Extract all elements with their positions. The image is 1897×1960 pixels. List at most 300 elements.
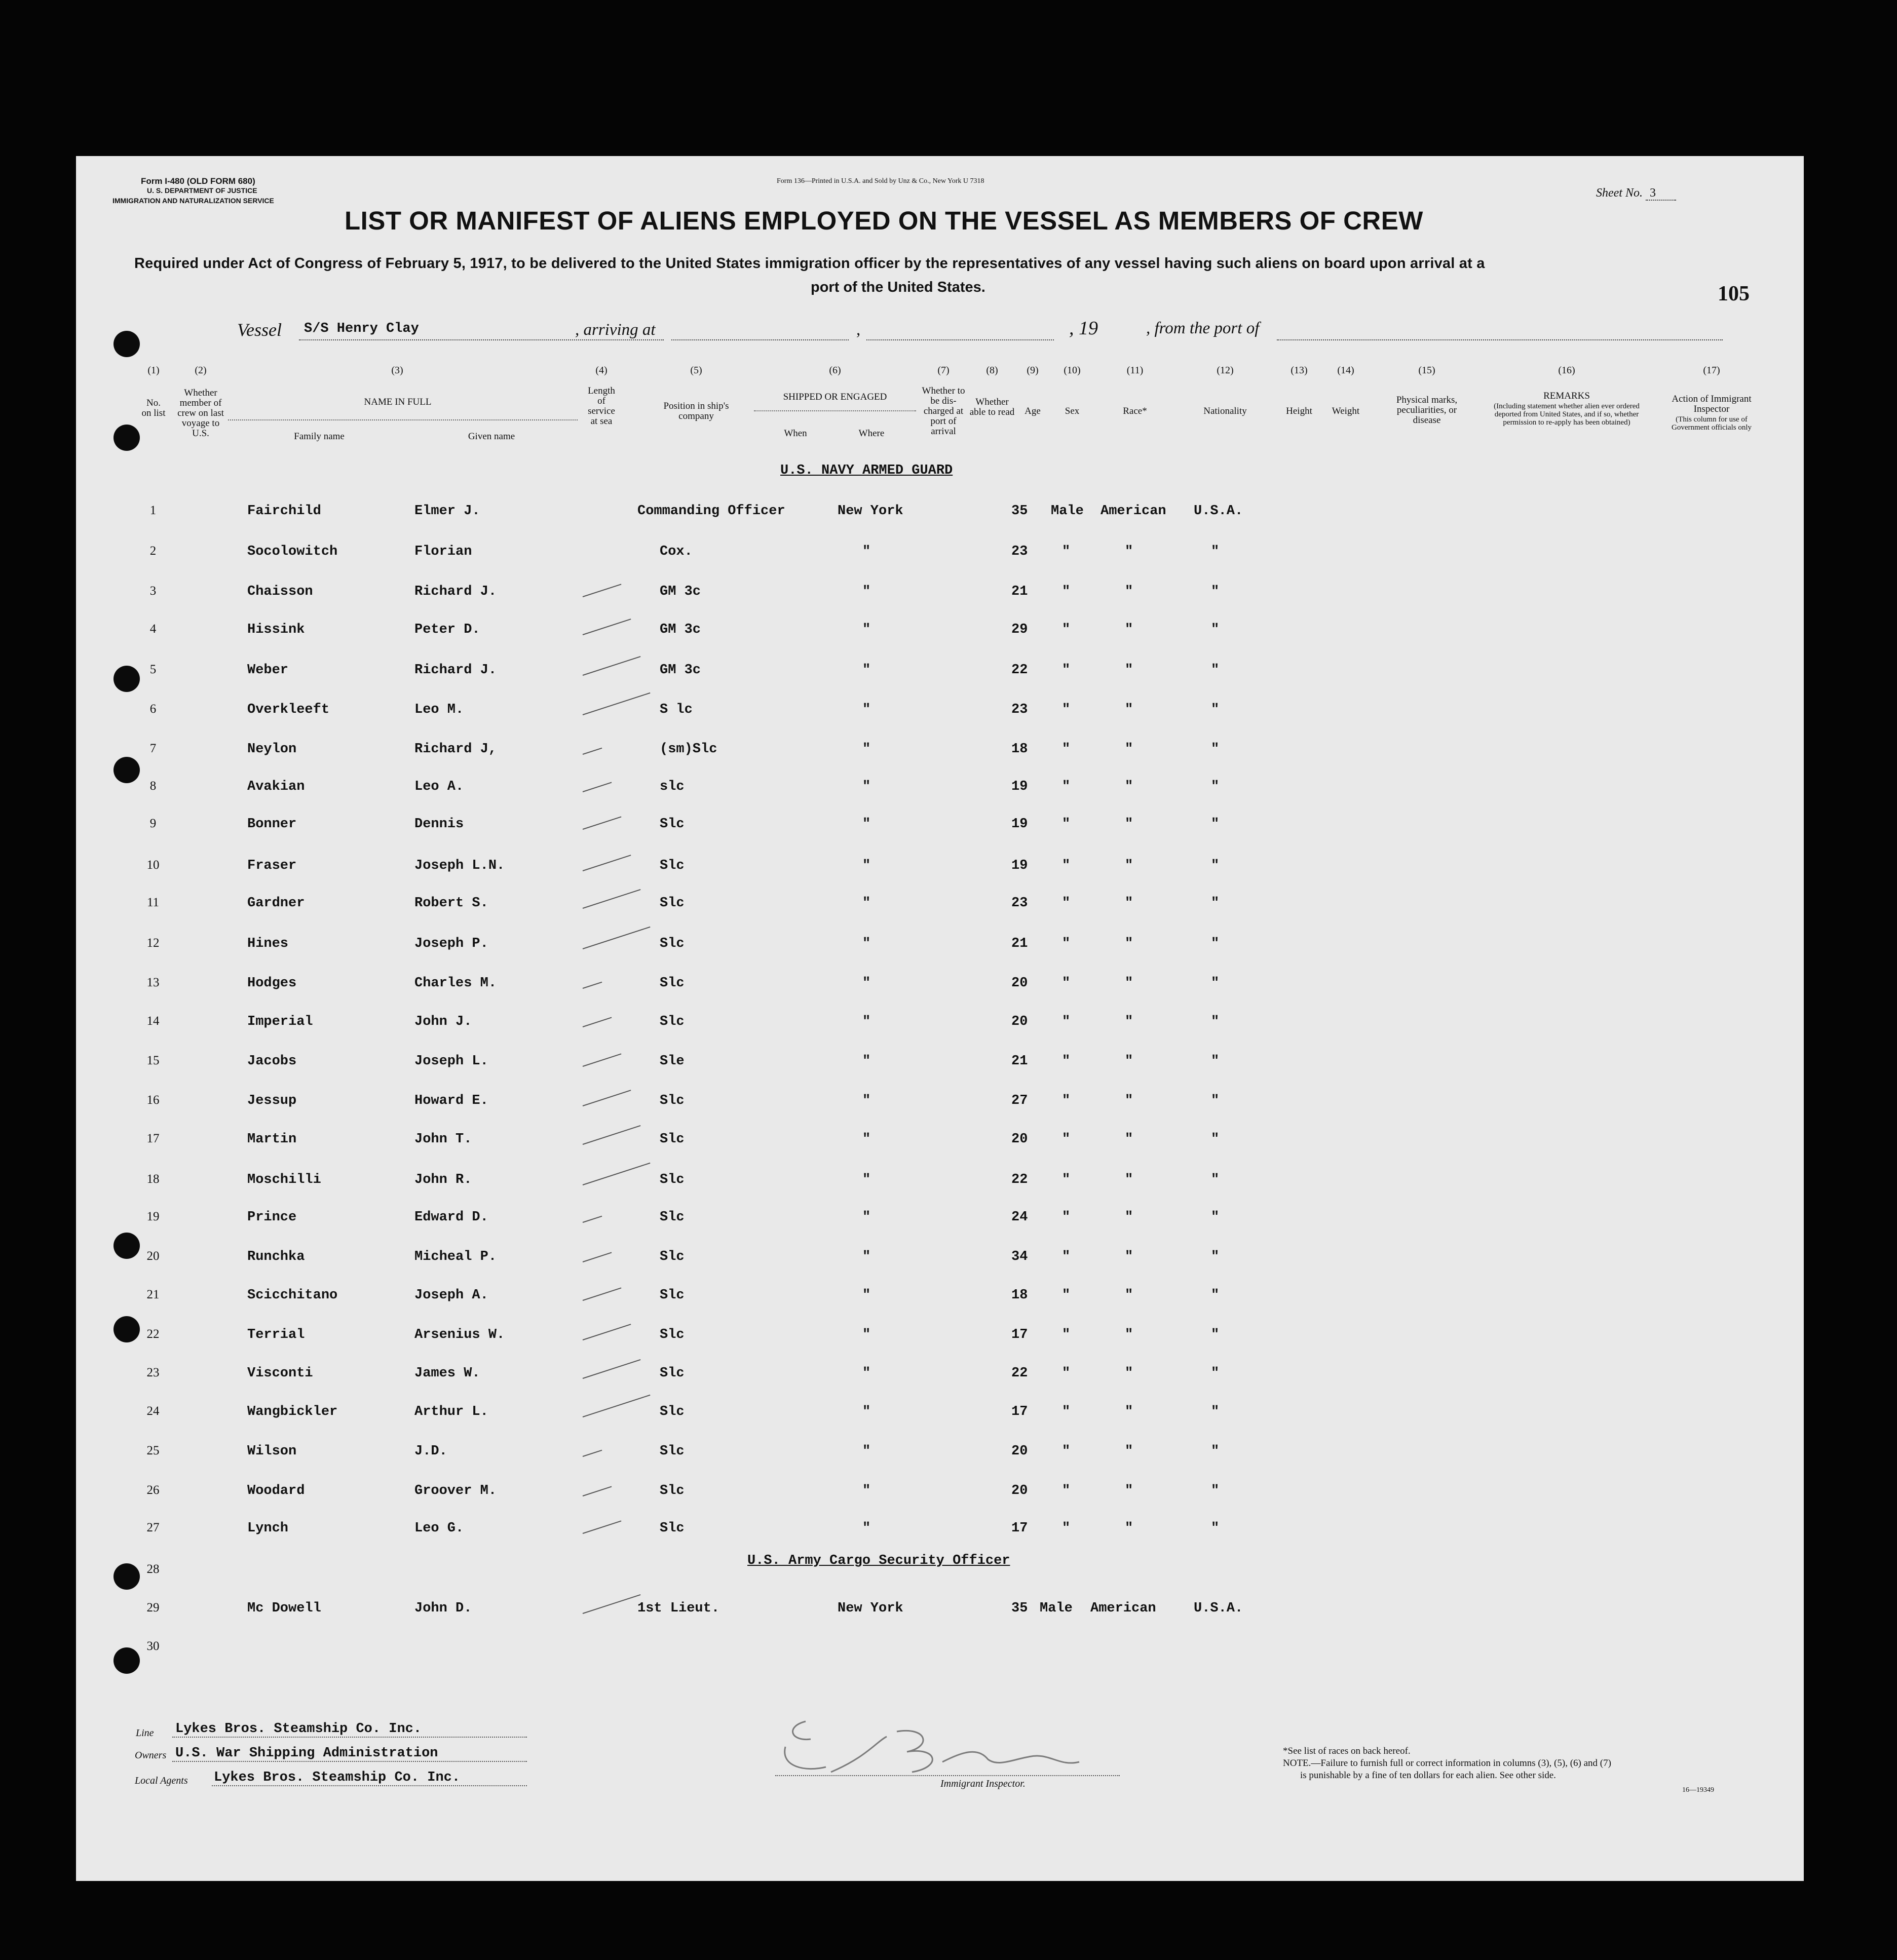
table-row (76, 584, 1804, 614)
col-num-7: (7) (937, 365, 950, 376)
given-name: Florian (414, 544, 472, 559)
shipped-where-ditto: " (862, 1404, 871, 1419)
table-row (76, 976, 1804, 1006)
family-name: Jacobs (247, 1054, 297, 1069)
sex-ditto: " (1062, 1172, 1071, 1187)
sex-ditto: " (1062, 622, 1071, 637)
col-num-1: (1) (147, 365, 160, 376)
shipped-where-ditto: " (862, 702, 871, 717)
age: 20 (1011, 1014, 1028, 1029)
age: 20 (1011, 1444, 1028, 1459)
position: Slc (660, 936, 685, 951)
nationality-ditto: " (1211, 817, 1220, 832)
given-name: Peter D. (414, 622, 480, 637)
given-name: Joseph L.N. (414, 858, 505, 873)
race-ditto: " (1125, 1444, 1133, 1459)
col-head-discharged: Whether to be dis-charged at port of arrival (922, 386, 965, 437)
row-number: 4 (149, 622, 157, 636)
age: 22 (1011, 1172, 1028, 1187)
age: 23 (1011, 544, 1028, 559)
row-number: 26 (146, 1483, 160, 1497)
note-races: *See list of races on back hereof. (1283, 1746, 1411, 1756)
age: 21 (1011, 936, 1028, 951)
table-row (76, 702, 1804, 733)
race-ditto: " (1125, 1132, 1133, 1147)
table-row (76, 1327, 1804, 1358)
nationality-ditto: " (1211, 858, 1220, 873)
shipped-where-ditto: " (862, 1249, 871, 1264)
page-title: LIST OR MANIFEST OF ALIENS EMPLOYED ON THE VESSEL AS MEMBERS OF CREW (345, 206, 1423, 235)
nationality-ditto: " (1211, 622, 1220, 637)
pencil-mark (583, 855, 631, 871)
row-number: 7 (149, 742, 157, 755)
family-name: Fairchild (247, 504, 321, 519)
line-value: Lykes Bros. Steamship Co. Inc. (175, 1721, 422, 1737)
sex-ditto: " (1062, 779, 1071, 794)
position: Commanding Officer (637, 504, 785, 519)
shipped-rule (754, 410, 916, 411)
family-name: Visconti (247, 1366, 313, 1381)
row-number: 24 (146, 1404, 160, 1418)
given-name: Robert S. (414, 896, 488, 911)
sheet-number (1596, 186, 1676, 200)
printer-line: Form 136—Printed in U.S.A. and Sold by Unz & Co., New York U 7318 (777, 177, 984, 185)
given-name: James W. (414, 1366, 480, 1381)
pencil-mark (583, 889, 641, 909)
family-name: Mc Dowell (247, 1601, 321, 1616)
pencil-mark (583, 782, 612, 792)
nationality-ditto: " (1211, 584, 1220, 599)
race-ditto: " (1125, 742, 1133, 757)
col-num-2: (2) (195, 365, 207, 376)
family-name: Bonner (247, 817, 297, 832)
pencil-mark (583, 748, 602, 755)
table-row (76, 1366, 1804, 1396)
family-name: Scicchitano (247, 1288, 338, 1303)
age: 21 (1011, 1054, 1028, 1069)
sheet-label: Sheet No. (1596, 186, 1643, 200)
table-row (76, 1404, 1804, 1435)
table-row (76, 663, 1804, 693)
nationality-ditto: " (1211, 1404, 1220, 1419)
sex-ditto: " (1062, 858, 1071, 873)
race-ditto: " (1125, 622, 1133, 637)
pencil-mark (583, 1520, 622, 1534)
from-port-underline (1277, 339, 1723, 340)
position: Slc (660, 896, 685, 911)
pencil-mark (583, 1359, 641, 1379)
table-row (76, 1054, 1804, 1084)
position: Slc (660, 1521, 685, 1536)
given-name: Edward D. (414, 1210, 488, 1225)
col-num-6: (6) (829, 365, 841, 376)
table-row (76, 1249, 1804, 1280)
nationality: U.S.A. (1194, 504, 1243, 519)
age: 23 (1011, 896, 1028, 911)
given-name: Arsenius W. (414, 1327, 505, 1342)
table-row (76, 1288, 1804, 1318)
col-num-9: (9) (1027, 365, 1039, 376)
age: 22 (1011, 663, 1028, 678)
position: Slc (660, 1366, 685, 1381)
pencil-mark (583, 1450, 602, 1457)
col-head-position: Position in ship's company (663, 401, 729, 421)
pencil-mark (583, 1395, 651, 1417)
position: Slc (660, 1172, 685, 1187)
given-name: Joseph P. (414, 936, 488, 951)
shipped-where-ditto: " (862, 1210, 871, 1225)
sex-ditto: " (1062, 1132, 1071, 1147)
nationality-ditto: " (1211, 1444, 1220, 1459)
position: Slc (660, 1404, 685, 1419)
subtitle-line-2: port of the United States. (811, 279, 985, 295)
family-name: Hodges (247, 976, 297, 991)
table-row (76, 1483, 1804, 1514)
sex-ditto: " (1062, 1444, 1071, 1459)
shipped-where-ditto: " (862, 779, 871, 794)
col-num-8: (8) (986, 365, 998, 376)
nationality-ditto: " (1211, 1288, 1220, 1303)
shipped-where-ditto: " (862, 1483, 871, 1498)
age: 22 (1011, 1366, 1028, 1381)
row-number: 27 (146, 1521, 160, 1534)
shipped-where-ditto: " (862, 896, 871, 911)
family-name: Moschilli (247, 1172, 321, 1187)
row-number: 18 (146, 1172, 160, 1186)
table-row (76, 622, 1804, 652)
vessel-label: Vessel (237, 320, 282, 340)
table-row (76, 1132, 1804, 1162)
pencil-mark (583, 693, 651, 715)
family-name: Martin (247, 1132, 297, 1147)
pencil-mark (583, 1053, 622, 1067)
col-head-prior-voyage: Whether member of crew on last voyage to U.S. (177, 388, 224, 439)
col-num-16: (16) (1558, 365, 1575, 376)
family-name: Fraser (247, 858, 297, 873)
col-head-sex: Sex (1065, 406, 1080, 416)
family-name: Hines (247, 936, 289, 951)
family-name: Wilson (247, 1444, 297, 1459)
col-num-4: (4) (595, 365, 608, 376)
sex: Male (1051, 504, 1084, 519)
table-row (76, 504, 1804, 534)
family-name: Terrial (247, 1327, 305, 1342)
owners-label: Owners (135, 1750, 167, 1761)
col-head-when: When (784, 428, 807, 439)
sex-ditto: " (1062, 1210, 1071, 1225)
col-head-remarks: REMARKS (1543, 391, 1590, 401)
pencil-mark (583, 1287, 622, 1301)
table-row (76, 1444, 1804, 1474)
table-row (76, 1014, 1804, 1045)
shipped-where-ditto: " (862, 1132, 871, 1147)
row-number: 25 (146, 1444, 160, 1457)
race-ditto: " (1125, 1521, 1133, 1536)
family-name: Neylon (247, 742, 297, 757)
table-row (76, 779, 1804, 810)
sex-ditto: " (1062, 584, 1071, 599)
race-ditto: " (1125, 1093, 1133, 1108)
given-name: Richard J. (414, 584, 497, 599)
col-head-remarks-note: (Including statement whether alien ever ordered deported from United States, and if so, whether permission to re-apply has been obtained) (1494, 402, 1640, 427)
position: Slc (660, 976, 685, 991)
family-name: Prince (247, 1210, 297, 1225)
table-row (76, 544, 1804, 574)
given-name: Dennis (414, 817, 464, 832)
col-num-12: (12) (1217, 365, 1234, 376)
col-head-inspector: Action of Immigrant Inspector (1672, 394, 1752, 414)
nationality-ditto: " (1211, 1014, 1220, 1029)
sex: Male (1040, 1601, 1073, 1616)
pencil-mark (583, 1252, 612, 1262)
inspector-underline (775, 1775, 1120, 1776)
arriving-comma: , (856, 321, 861, 339)
given-name: Leo G. (414, 1521, 464, 1536)
col-head-weight: Weight (1332, 406, 1360, 416)
table-row (76, 817, 1804, 847)
family-name: Runchka (247, 1249, 305, 1264)
name-rule (228, 419, 578, 420)
col-num-15: (15) (1418, 365, 1435, 376)
given-name: Joseph L. (414, 1054, 488, 1069)
punch-hole (113, 331, 140, 357)
shipped-where-ditto: " (862, 936, 871, 951)
position: Slc (660, 1444, 685, 1459)
section-army-cargo: U.S. Army Cargo Security Officer (747, 1553, 1010, 1568)
family-name: Socolowitch (247, 544, 338, 559)
nationality-ditto: " (1211, 976, 1220, 991)
position: GM 3c (660, 622, 701, 637)
col-head-height: Height (1286, 406, 1312, 416)
position: Slc (660, 1327, 685, 1342)
position: Slc (660, 1210, 685, 1225)
race-ditto: " (1125, 1249, 1133, 1264)
line-label: Line (136, 1727, 154, 1739)
col-head-service: Length of service at sea (588, 386, 615, 427)
given-name: John J. (414, 1014, 472, 1029)
family-name: Gardner (247, 896, 305, 911)
nationality-ditto: " (1211, 936, 1220, 951)
table-row (76, 896, 1804, 926)
position: slc (660, 779, 685, 794)
race-ditto: " (1125, 1054, 1133, 1069)
race-ditto: " (1125, 1483, 1133, 1498)
shipped-where-ditto: " (862, 1014, 871, 1029)
race-ditto: " (1125, 1366, 1133, 1381)
nationality: U.S.A. (1194, 1601, 1243, 1616)
sex-ditto: " (1062, 976, 1071, 991)
col-head-shipped: SHIPPED OR ENGAGED (783, 392, 887, 402)
age: 17 (1011, 1521, 1028, 1536)
table-row (76, 1093, 1804, 1124)
age: 23 (1011, 702, 1028, 717)
nationality-ditto: " (1211, 1210, 1220, 1225)
date-underline (866, 339, 1054, 340)
note-fine: is punishable by a fine of ten dollars for each alien. See other side. (1300, 1770, 1556, 1781)
given-name: John T. (414, 1132, 472, 1147)
col-num-3: (3) (391, 365, 403, 376)
sex-ditto: " (1062, 1521, 1071, 1536)
family-name: Woodard (247, 1483, 305, 1498)
inspector-label: Immigrant Inspector. (940, 1778, 1026, 1789)
owners-value: U.S. War Shipping Administration (175, 1746, 438, 1761)
col-head-where: Where (858, 428, 885, 439)
race-ditto: " (1125, 936, 1133, 951)
line-underline (172, 1737, 527, 1738)
position: Slc (660, 817, 685, 832)
given-name: Elmer J. (414, 504, 480, 519)
col-head-read: Whether able to read (969, 397, 1015, 417)
shipped-where-ditto: " (862, 1366, 871, 1381)
given-name: John R. (414, 1172, 472, 1187)
nationality-ditto: " (1211, 742, 1220, 757)
nationality-ditto: " (1211, 1483, 1220, 1498)
position: Sle (660, 1054, 685, 1069)
table-row (76, 742, 1804, 772)
nationality-ditto: " (1211, 779, 1220, 794)
pencil-mark (583, 584, 622, 597)
pencil-mark (583, 619, 631, 635)
pencil-mark (583, 1017, 612, 1027)
row-number: 1 (149, 504, 157, 517)
age: 18 (1011, 1288, 1028, 1303)
row-number: 16 (146, 1093, 160, 1107)
pencil-mark (583, 1090, 631, 1106)
pencil-mark (583, 1216, 602, 1223)
age: 20 (1011, 976, 1028, 991)
age: 17 (1011, 1327, 1028, 1342)
row-number: 11 (146, 896, 160, 909)
note-failure: NOTE.—Failure to furnish full or correct information in columns (3), (5), (6) and (7) (1283, 1758, 1611, 1769)
position: GM 3c (660, 663, 701, 678)
shipped-where-ditto: " (862, 544, 871, 559)
race-ditto: " (1125, 1172, 1133, 1187)
sex-ditto: " (1062, 544, 1071, 559)
race-ditto: " (1125, 779, 1133, 794)
table-row (76, 1601, 1804, 1631)
pencil-mark (583, 982, 602, 989)
arriving-label: , arriving at (575, 321, 656, 339)
nationality-ditto: " (1211, 1093, 1220, 1108)
given-name: Leo A. (414, 779, 464, 794)
shipped-where-ditto: " (862, 1288, 871, 1303)
sex-ditto: " (1062, 1054, 1071, 1069)
given-name: Micheal P. (414, 1249, 497, 1264)
col-num-13: (13) (1291, 365, 1308, 376)
table-row (76, 1521, 1804, 1551)
nationality-ditto: " (1211, 1366, 1220, 1381)
age: 20 (1011, 1483, 1028, 1498)
age: 19 (1011, 779, 1028, 794)
sex-ditto: " (1062, 742, 1071, 757)
race-ditto: " (1125, 896, 1133, 911)
table-row (76, 1562, 1804, 1593)
shipped-where-ditto: " (862, 1093, 871, 1108)
col-head-inspector-note: (This column for use of Government officials only (1671, 415, 1752, 432)
shipped-where-ditto: " (862, 1172, 871, 1187)
age: 34 (1011, 1249, 1028, 1264)
race-ditto: " (1125, 1014, 1133, 1029)
family-name: Overkleeft (247, 702, 330, 717)
col-head-race: Race* (1123, 406, 1147, 416)
race-ditto: " (1125, 702, 1133, 717)
shipped-where-ditto: " (862, 817, 871, 832)
age: 18 (1011, 742, 1028, 757)
position: Cox. (660, 544, 693, 559)
nationality-ditto: " (1211, 544, 1220, 559)
sex-ditto: " (1062, 936, 1071, 951)
given-name: Groover M. (414, 1483, 497, 1498)
family-name: Avakian (247, 779, 305, 794)
family-name: Lynch (247, 1521, 289, 1536)
year-label: , 19 (1069, 318, 1098, 339)
sex-ditto: " (1062, 896, 1071, 911)
age: 19 (1011, 858, 1028, 873)
family-name: Wangbickler (247, 1404, 338, 1419)
col-head-name: NAME IN FULL (364, 397, 432, 407)
row-number: 28 (146, 1562, 160, 1576)
family-name: Chaisson (247, 584, 313, 599)
col-head-age: Age (1025, 406, 1041, 416)
race-ditto: " (1125, 1288, 1133, 1303)
from-port-label: , from the port of (1146, 319, 1260, 337)
col-num-11: (11) (1126, 365, 1144, 376)
race-ditto: " (1125, 817, 1133, 832)
table-row (76, 1172, 1804, 1203)
row-number: 30 (146, 1639, 160, 1653)
given-name: Charles M. (414, 976, 497, 991)
shipped-where-ditto: " (862, 976, 871, 991)
race: American (1090, 1601, 1156, 1616)
given-name: Arthur L. (414, 1404, 488, 1419)
col-num-10: (10) (1064, 365, 1081, 376)
vessel-underline (299, 339, 664, 340)
nationality-ditto: " (1211, 1521, 1220, 1536)
sex-ditto: " (1062, 1093, 1071, 1108)
age: 20 (1011, 1132, 1028, 1147)
given-name: Richard J. (414, 663, 497, 678)
shipped-where-ditto: " (862, 858, 871, 873)
row-number: 13 (146, 976, 160, 989)
nationality-ditto: " (1211, 663, 1220, 678)
nationality-ditto: " (1211, 1172, 1220, 1187)
page-number: 105 (1718, 282, 1750, 305)
given-name: Joseph A. (414, 1288, 488, 1303)
shipped-where-ditto: " (862, 1521, 871, 1536)
race-ditto: " (1125, 584, 1133, 599)
row-number: 6 (149, 702, 157, 716)
sex-ditto: " (1062, 1014, 1071, 1029)
race-ditto: " (1125, 976, 1133, 991)
col-head-family: Family name (294, 431, 345, 442)
row-number: 20 (146, 1249, 160, 1263)
sheet-value: 3 (1646, 186, 1676, 201)
shipped-where: New York (838, 504, 903, 519)
pencil-mark (583, 656, 641, 676)
form-id: Form I-480 (OLD FORM 680) (141, 176, 255, 186)
position: Slc (660, 1288, 685, 1303)
family-name: Weber (247, 663, 289, 678)
pencil-mark (583, 816, 622, 830)
pencil-mark (583, 1594, 641, 1614)
col-head-no: No. on list (141, 398, 166, 418)
shipped-where-ditto: " (862, 622, 871, 637)
nationality-ditto: " (1211, 1132, 1220, 1147)
shipped-where-ditto: " (862, 1327, 871, 1342)
pencil-mark (583, 927, 651, 949)
given-name: Leo M. (414, 702, 464, 717)
row-number: 2 (149, 544, 157, 558)
